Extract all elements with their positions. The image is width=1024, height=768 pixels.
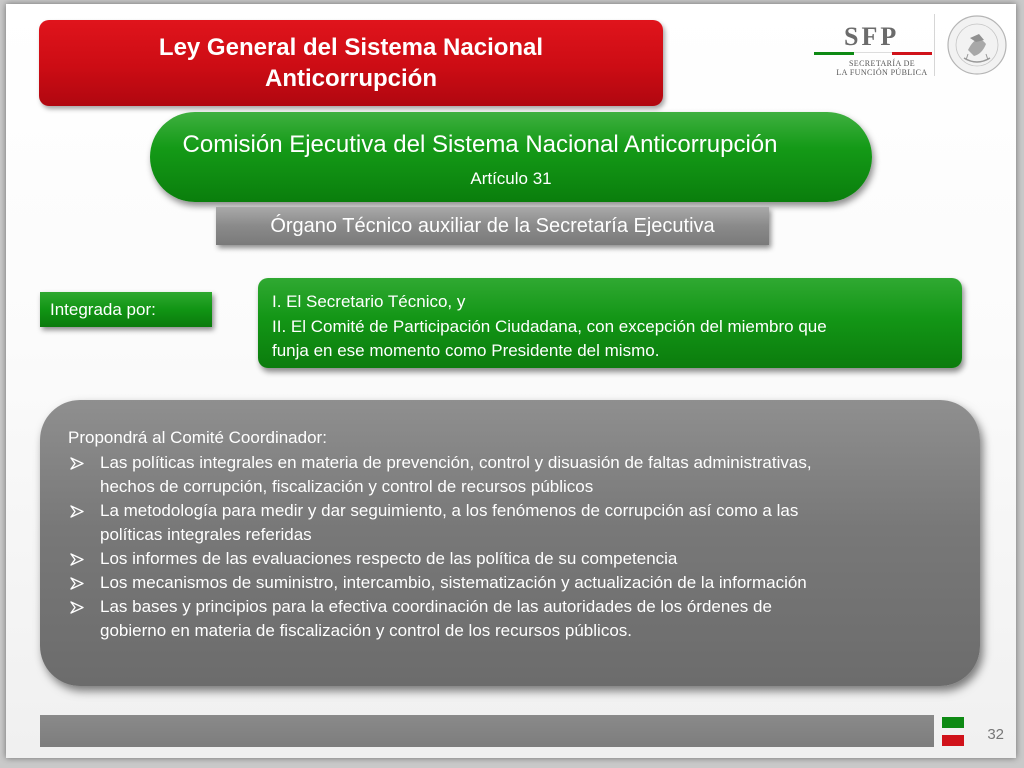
composition-label: Integrada por:	[40, 292, 212, 327]
proposal-item	[68, 547, 950, 571]
proposal-item-line-1: Los mecanismos de suministro, intercambio, sistematización y actualización de la información	[100, 573, 807, 592]
slide-title	[39, 20, 663, 106]
arrow-bullet-icon	[70, 601, 84, 614]
page-number: 32	[987, 726, 1004, 743]
proposal-item	[68, 595, 950, 643]
footer-red-flag	[942, 735, 964, 746]
sfp-acronym: SFP	[844, 22, 900, 51]
footer-bar	[40, 715, 934, 747]
title-line-1: Ley General del Sistema Nacional	[158, 34, 544, 61]
proposal-item-line-2: hechos de corrupción, fiscalización y control de recursos públicos	[100, 477, 594, 496]
proposal-item-line-1: Los informes de las evaluaciones respecto de las política de su competencia	[100, 549, 678, 568]
logo-white-stripe	[854, 52, 892, 55]
footer-green-flag	[942, 717, 964, 728]
composition-box	[258, 278, 962, 368]
proposal-item-line-1: La metodología para medir y dar seguimiento, a los fenómenos de corrupción así como a las	[100, 501, 799, 520]
logo-subtitle-2: LA FUNCIÓN PÚBLICA	[836, 68, 928, 77]
composition-line-2: II. El Comité de Participación Ciudadana, con excepción del miembro que	[272, 316, 827, 336]
proposal-item-line-2: gobierno en materia de fiscalización y control de los recursos públicos.	[100, 621, 632, 640]
arrow-bullet-icon	[70, 457, 84, 470]
proposal-item	[68, 499, 950, 547]
proposal-item-line-1: Las políticas integrales en materia de prevención, control y disuasión de faltas administrativas,	[100, 453, 812, 472]
logo-subtitle-1: SECRETARÍA DE	[848, 59, 916, 68]
logo-red-stripe	[892, 52, 932, 55]
proposal-item-line-1: Las bases y principios para la efectiva coordinación de las autoridades de los órdenes de	[100, 597, 772, 616]
mexican-coat-of-arms-seal-icon	[946, 14, 1008, 76]
proposal-item-line-2: políticas integrales referidas	[100, 525, 312, 544]
slide	[6, 4, 1016, 758]
commission-title: Comisión Ejecutiva del Sistema Nacional Anticorrupción	[182, 131, 778, 158]
technical-organ-label: Órgano Técnico auxiliar de la Secretaría Ejecutiva	[216, 207, 769, 245]
arrow-bullet-icon	[70, 505, 84, 518]
logo-divider	[934, 14, 935, 76]
proposals-heading: Propondrá al Comité Coordinador:	[68, 428, 327, 447]
commission-banner	[150, 112, 872, 202]
logo-green-stripe	[814, 52, 854, 55]
proposal-item	[68, 571, 950, 595]
proposals-box	[40, 400, 980, 686]
composition-line-1: I. El Secretario Técnico, y	[272, 292, 466, 311]
commission-article: Artículo 31	[470, 169, 552, 188]
proposals-list	[68, 451, 950, 643]
sfp-logo	[814, 22, 934, 78]
arrow-bullet-icon	[70, 577, 84, 590]
proposal-item	[68, 451, 950, 499]
arrow-bullet-icon	[70, 553, 84, 566]
title-line-2: Anticorrupción	[265, 65, 437, 92]
composition-line-3: funja en ese momento como Presidente del mismo.	[272, 341, 660, 360]
